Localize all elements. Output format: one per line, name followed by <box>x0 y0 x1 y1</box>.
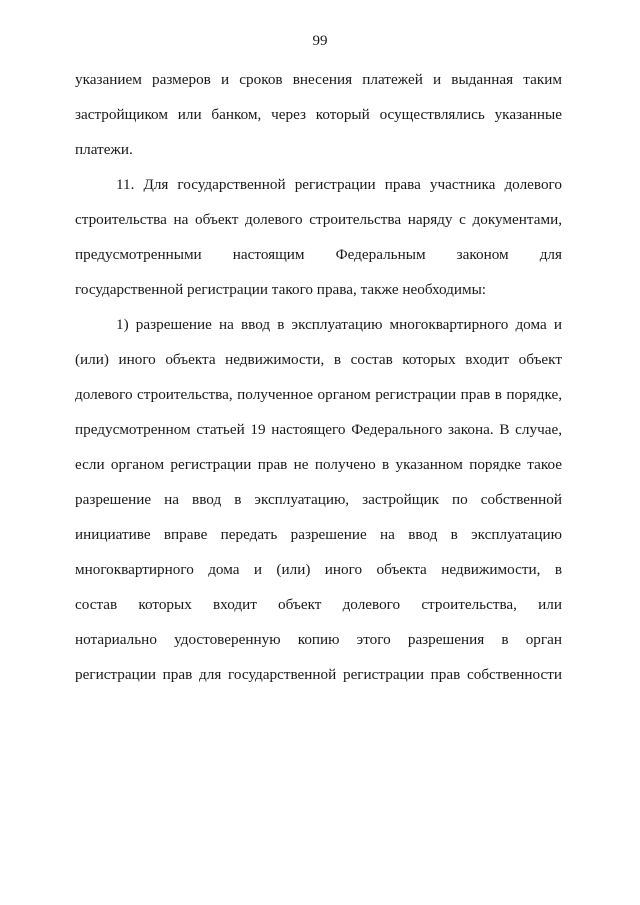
text-line: (или) иного объекта недвижимости, в состав которых входит объект <box>75 351 562 368</box>
text-line: инициативе вправе передать разрешение на ввод в эксплуатацию <box>75 526 562 543</box>
text-line: нотариально удостоверенную копию этого разрешения в орган <box>75 631 562 648</box>
text-line: застройщиком или банком, через который осуществлялись указанные <box>75 106 562 123</box>
text-line: многоквартирного дома и (или) иного объекта недвижимости, в <box>75 561 562 578</box>
text-line: государственной регистрации такого права, также необходимы: <box>75 281 487 298</box>
paragraph-start-line: 11. Для государственной регистрации права участника долевого <box>116 176 562 193</box>
text-line: если органом регистрации прав не получено в указанном порядке такое <box>75 456 562 473</box>
text-line: разрешение на ввод в эксплуатацию, застройщик по собственной <box>75 491 562 508</box>
text-line: регистрации прав для государственной регистрации прав собственности <box>75 666 562 683</box>
text-line: предусмотренном статьей 19 настоящего Федерального закона. В случае, <box>75 421 562 438</box>
list-item-start-line: 1) разрешение на ввод в эксплуатацию многоквартирного дома и <box>116 316 562 333</box>
text-line: указанием размеров и сроков внесения платежей и выданная таким <box>75 71 562 88</box>
text-line: платежи. <box>75 141 133 158</box>
text-line: строительства на объект долевого строительства наряду с документами, <box>75 211 562 228</box>
text-line: предусмотренными настоящим Федеральным законом для <box>75 246 562 263</box>
text-line: долевого строительства, полученное органом регистрации прав в порядке, <box>75 386 562 403</box>
text-line: состав которых входит объект долевого строительства, или <box>75 596 562 613</box>
page-number: 99 <box>312 33 328 49</box>
